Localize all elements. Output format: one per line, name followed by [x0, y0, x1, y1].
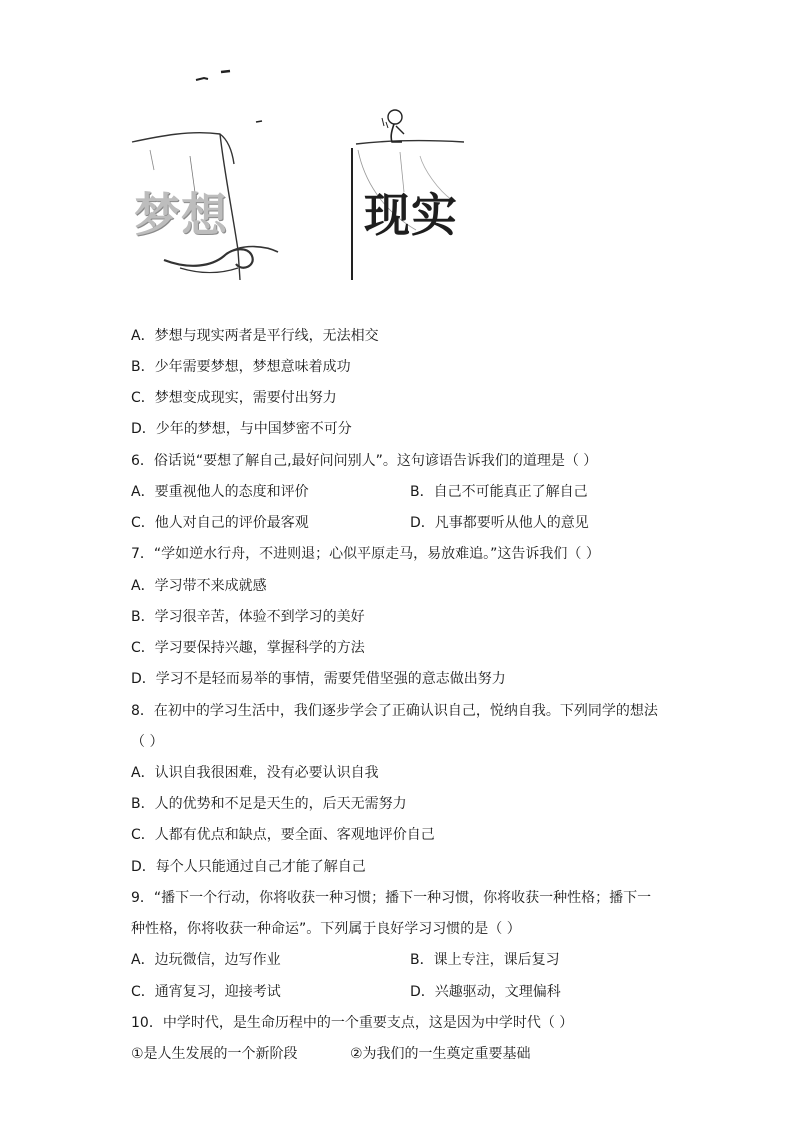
q5-option-a: A．梦想与现实两者是平行线，无法相交	[131, 328, 379, 344]
q6-stem: 6．俗话说“要想了解自己,最好问问别人”。这句谚语告诉我们的道理是（ ）	[131, 453, 598, 469]
q10-item-2: ②为我们的一生奠定重要基础	[350, 1046, 531, 1062]
q5-option-d: D．少年的梦想，与中国梦密不可分	[131, 421, 352, 437]
q10-item-1: ①是人生发展的一个新阶段	[131, 1046, 298, 1062]
q7-option-d: D．学习不是轻而易举的事情，需要凭借坚强的意志做出努力	[131, 671, 506, 687]
q8-stem: 8．在初中的学习生活中，我们逐步学会了正确认识自己，悦纳自我。下列同学的想法	[131, 703, 658, 719]
q10-stem: 10．中学时代，是生命历程中的一个重要支点，这是因为中学时代（ ）	[131, 1015, 574, 1031]
q9-stem-line1: 9．“播下一个行动，你将收获一种习惯；播下一种习惯，你将收获一种性格；播下一	[131, 890, 652, 906]
q8-option-c: C．人都有优点和缺点，要全面、客观地评价自己	[131, 827, 435, 843]
q6-option-c: C．他人对自己的评价最客观	[131, 515, 309, 531]
q6-option-d: D．凡事都要听从他人的意见	[410, 515, 589, 531]
dream-reality-illustration	[120, 60, 480, 290]
q8-stem-blank: （ ）	[131, 734, 164, 750]
q9-option-c: C．通宵复习，迎接考试	[131, 984, 281, 1000]
q9-option-d: D．兴趣驱动，文理偏科	[410, 984, 561, 1000]
dream-label: 梦想	[134, 188, 228, 242]
q9-option-a: A．边玩微信，边写作业	[131, 952, 281, 968]
q8-option-d: D．每个人只能通过自己才能了解自己	[131, 859, 366, 875]
q7-option-c: C．学习要保持兴趣，掌握科学的方法	[131, 640, 365, 656]
q5-option-b: B．少年需要梦想，梦想意味着成功	[131, 359, 351, 375]
q9-stem-line2: 种性格，你将收获一种命运”。下列属于良好学习习惯的是（ ）	[131, 921, 521, 937]
reality-label: 现实	[364, 188, 458, 242]
q6-option-a: A．要重视他人的态度和评价	[131, 484, 309, 500]
q7-option-b: B．学习很辛苦，体验不到学习的美好	[131, 609, 365, 625]
q5-option-c: C．梦想变成现实，需要付出努力	[131, 390, 337, 406]
q7-stem: 7．“学如逆水行舟，不进则退；心似平原走马，易放难追。”这告诉我们（ ）	[131, 546, 600, 562]
q8-option-a: A．认识自我很困难，没有必要认识自我	[131, 765, 379, 781]
q6-option-b: B．自己不可能真正了解自己	[410, 484, 588, 500]
q8-option-b: B．人的优势和不足是天生的，后天无需努力	[131, 796, 407, 812]
q9-option-b: B．课上专注，课后复习	[410, 952, 560, 968]
cliff-drawing	[120, 60, 480, 290]
q7-option-a: A．学习带不来成就感	[131, 578, 267, 594]
